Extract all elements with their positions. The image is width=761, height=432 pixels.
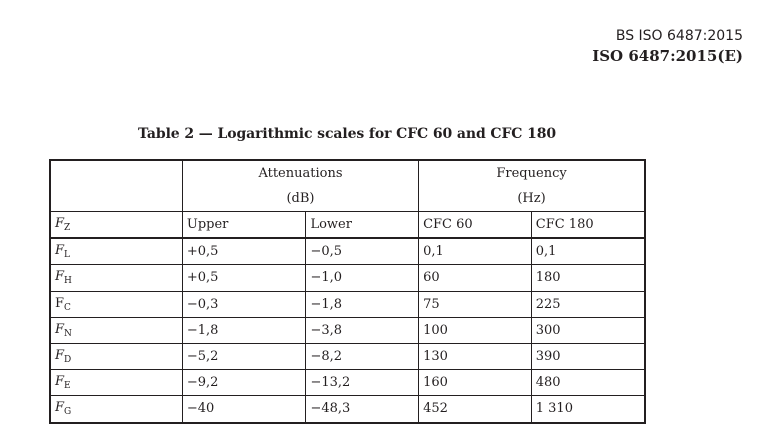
frequency-label: Frequency [496,166,567,181]
lower-value: −8,2 [306,343,419,369]
upper-value: −5,2 [182,343,306,369]
upper-value: −9,2 [182,370,306,396]
cfc180-value: 225 [531,291,645,317]
table-row [50,396,645,423]
row-symbol: $F_H$ [50,265,182,291]
logarithmic-scales-table [49,159,646,424]
bs-standard-code: BS ISO 6487:2015 [615,28,743,44]
cfc180-value: 480 [531,370,645,396]
lower-value: −48,3 [306,396,419,423]
attenuations-header [182,160,418,212]
attenuations-label: Attenuations [258,166,343,181]
column-header-row [50,212,645,239]
row-symbol: $F_C$ [50,291,182,317]
row-symbol: $F_N$ [50,317,182,343]
row-symbol: $F_E$ [50,370,182,396]
table-row [50,265,645,291]
upper-value: −1,8 [182,317,306,343]
iso-standard-code: ISO 6487:2015(E) [592,47,743,65]
cfc60-value: 130 [419,343,532,369]
table-title: Table 2 — Logarithmic scales for CFC 60 and CFC 180 [137,126,557,142]
cfc60-header: CFC 60 [419,212,532,239]
lower-value: −0,5 [306,238,419,265]
lower-value: −1,0 [306,265,419,291]
cfc180-value: 180 [531,265,645,291]
cfc60-value: 60 [419,265,532,291]
cfc60-value: 100 [419,317,532,343]
upper-value: +0,5 [182,265,306,291]
empty-corner-cell [50,160,182,212]
row-symbol: $F_G$ [50,396,182,423]
cfc60-value: 452 [419,396,532,423]
upper-value: −0,3 [182,291,306,317]
cfc180-value: 1 310 [531,396,645,423]
frequency-header [419,160,645,212]
table-row [50,317,645,343]
attenuations-unit: (dB) [286,191,315,206]
upper-value: −40 [182,396,306,423]
upper-header: Upper [182,212,306,239]
table-row [50,343,645,369]
lower-header: Lower [306,212,419,239]
row-symbol: $F_L$ [50,238,182,265]
cfc180-value: 0,1 [531,238,645,265]
table-row [50,291,645,317]
cfc180-value: 390 [531,343,645,369]
page-header [592,26,743,66]
table-row [50,238,645,265]
lower-value: −1,8 [306,291,419,317]
symbol-header: $F_Z$ [50,212,182,239]
table-row [50,370,645,396]
lower-value: −13,2 [306,370,419,396]
cfc60-value: 0,1 [419,238,532,265]
cfc180-value: 300 [531,317,645,343]
lower-value: −3,8 [306,317,419,343]
cfc180-header: CFC 180 [531,212,645,239]
frequency-unit: (Hz) [517,191,546,206]
cfc60-value: 75 [419,291,532,317]
row-symbol: $F_D$ [50,343,182,369]
cfc60-value: 160 [419,370,532,396]
upper-value: +0,5 [182,238,306,265]
